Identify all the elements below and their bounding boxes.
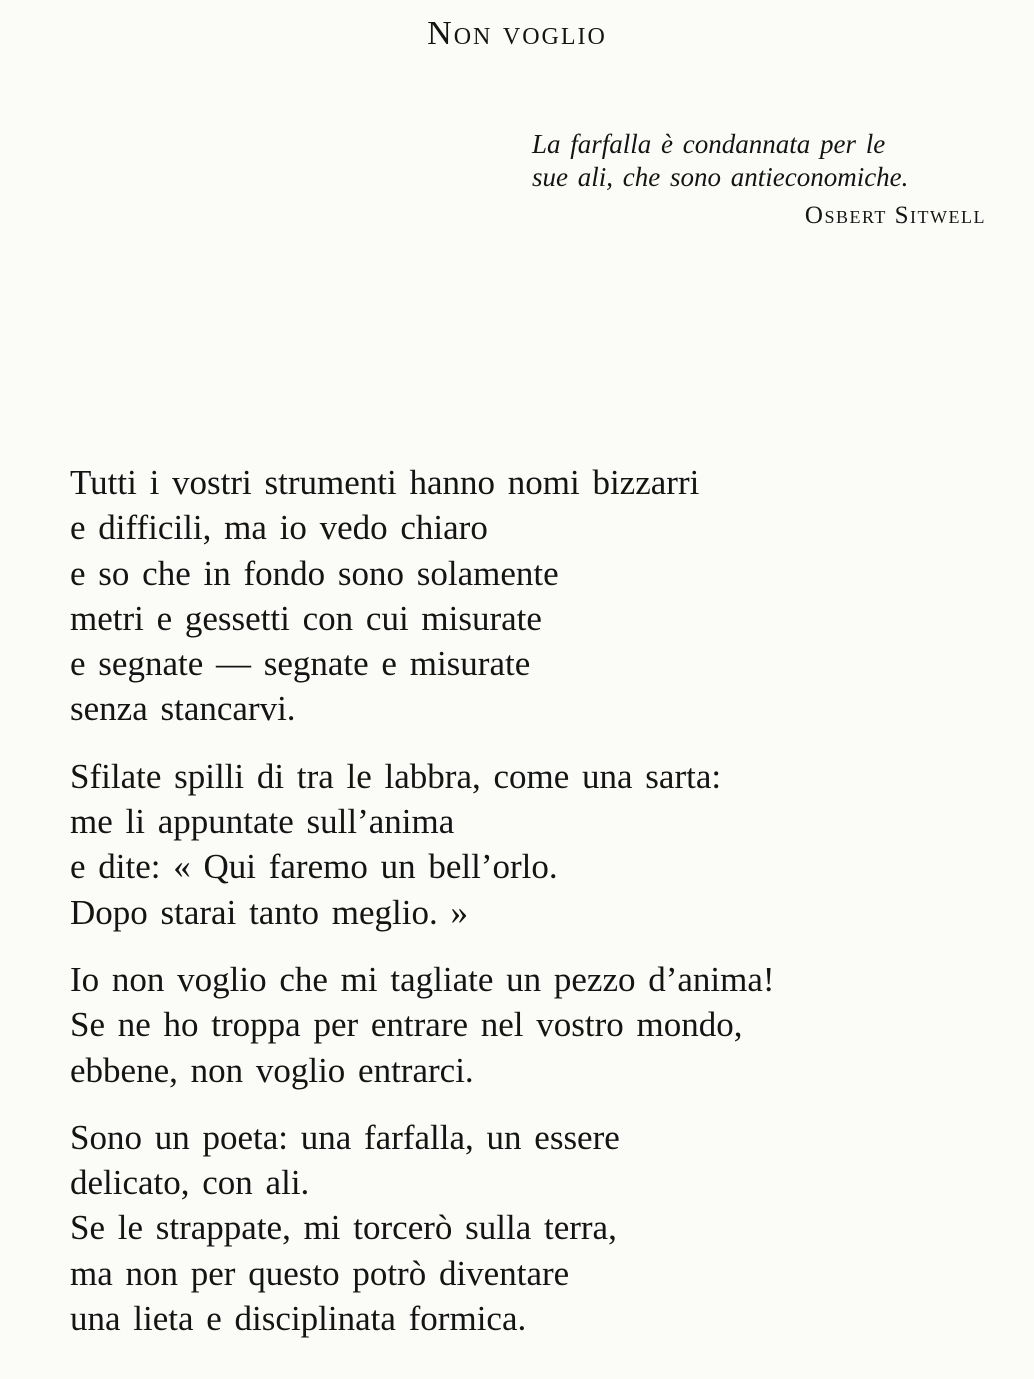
epigraph-author: Osbert Sitwell: [804, 202, 986, 229]
stanza-3: [70, 957, 970, 1093]
stanza-1: [70, 460, 970, 732]
verse-line: e so che in fondo sono solamente: [70, 553, 559, 593]
verse-line: e dite: « Qui faremo un bell’orlo.: [70, 847, 558, 887]
epigraph: [532, 128, 1002, 230]
verse-line: una lieta e disciplinata formica.: [70, 1299, 527, 1339]
verse-line: e difficili, ma io vedo chiaro: [70, 508, 488, 548]
verse-line: Se le strappate, mi torcerò sulla terra,: [70, 1208, 617, 1248]
poem-title: Non voglio: [427, 15, 607, 52]
poem-body: [70, 460, 970, 1363]
verse-line: Dopo starai tanto meglio. »: [70, 892, 469, 932]
verse-line: ebbene, non voglio entrarci.: [70, 1050, 474, 1090]
epigraph-line: sue ali, che sono antieconomiche.: [532, 162, 909, 192]
verse-line: ma non per questo potrò diventare: [70, 1253, 570, 1293]
stanza-2: [70, 754, 970, 935]
verse-line: Se ne ho troppa per entrare nel vostro mondo,: [70, 1005, 743, 1045]
verse-line: Sono un poeta: una farfalla, un essere: [70, 1117, 620, 1157]
verse-line: e segnate — segnate e misurate: [70, 644, 531, 684]
verse-line: Sfilate spilli di tra le labbra, come una sarta:: [70, 756, 722, 796]
verse-line: Tutti i vostri strumenti hanno nomi bizzarri: [70, 463, 700, 502]
verse-line: me li appuntate sull’anima: [70, 802, 455, 842]
verse-line: Io non voglio che mi tagliate un pezzo d’anima!: [70, 959, 775, 999]
verse-line: metri e gessetti con cui misurate: [70, 598, 542, 638]
epigraph-line: La farfalla è condannata per le: [532, 129, 886, 159]
verse-line: senza stancarvi.: [70, 689, 296, 729]
stanza-4: [70, 1115, 970, 1341]
verse-line: delicato, con ali.: [70, 1163, 310, 1203]
